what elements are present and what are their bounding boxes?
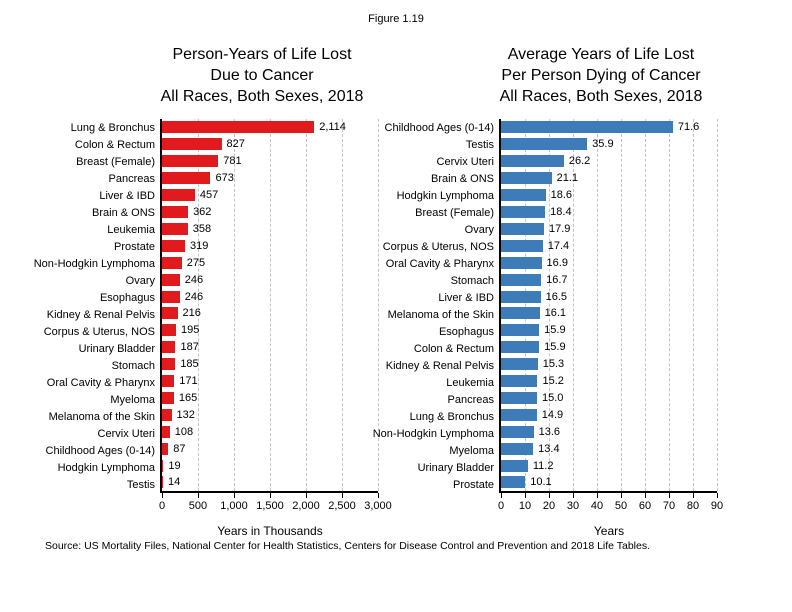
value-label: 87 bbox=[173, 442, 186, 455]
value-label: 10.1 bbox=[530, 476, 552, 489]
category-label: Oral Cavity & Pharynx bbox=[46, 376, 155, 389]
chart-title-line: All Races, Both Sexes, 2018 bbox=[499, 88, 703, 105]
category-label: Urinary Bladder bbox=[78, 342, 155, 355]
bar-row bbox=[501, 339, 717, 356]
tick-mark bbox=[501, 493, 502, 498]
tick-label: 1,000 bbox=[220, 500, 248, 512]
bar bbox=[162, 240, 185, 252]
value-label: 185 bbox=[180, 358, 199, 371]
tick-mark bbox=[198, 493, 199, 498]
bar bbox=[162, 476, 163, 488]
bar-row bbox=[162, 457, 378, 474]
tick-mark bbox=[693, 493, 694, 498]
gridline bbox=[717, 119, 718, 491]
category-label: Corpus & Uterus, NOS bbox=[382, 240, 494, 253]
bar bbox=[162, 341, 175, 353]
bar-row bbox=[162, 305, 378, 322]
bar bbox=[501, 257, 542, 269]
category-label: Stomach bbox=[450, 274, 494, 287]
category-label: Ovary bbox=[125, 274, 155, 287]
value-label: 457 bbox=[199, 189, 219, 202]
bar-row bbox=[162, 390, 378, 407]
category-label: Breast (Female) bbox=[76, 155, 155, 168]
category-axis bbox=[33, 119, 160, 493]
value-label: 673 bbox=[215, 172, 234, 185]
category-label: Testis bbox=[465, 138, 494, 151]
tick-mark bbox=[342, 493, 343, 498]
category-label: Testis bbox=[126, 478, 155, 491]
bar bbox=[162, 206, 188, 218]
bar-row bbox=[501, 457, 717, 474]
chart-title-line: Per Person Dying of Cancer bbox=[501, 67, 701, 84]
category-label: Myeloma bbox=[110, 393, 155, 406]
bar-row bbox=[501, 153, 717, 170]
category-label: Non-Hodgkin Lymphoma bbox=[33, 257, 155, 270]
tick-mark bbox=[717, 493, 718, 498]
chart-person-years-lost bbox=[33, 38, 392, 538]
category-label: Urinary Bladder bbox=[417, 461, 494, 474]
tick-mark bbox=[597, 493, 598, 498]
bar-row bbox=[162, 136, 378, 153]
tick-label: 0 bbox=[158, 500, 166, 512]
value-label: 16.1 bbox=[544, 307, 567, 320]
value-label: 781 bbox=[223, 155, 242, 168]
bar-row bbox=[501, 322, 717, 339]
bar bbox=[501, 358, 538, 370]
value-label: 21.1 bbox=[556, 172, 579, 185]
bar-row bbox=[162, 254, 378, 271]
bar-row bbox=[501, 305, 717, 322]
bar-row bbox=[501, 440, 717, 457]
value-label: 15.0 bbox=[541, 391, 564, 404]
category-label: Myeloma bbox=[449, 444, 494, 457]
category-label: Melanoma of the Skin bbox=[48, 410, 155, 423]
bar-row bbox=[162, 322, 378, 339]
bar bbox=[162, 189, 195, 201]
category-label: Esophagus bbox=[99, 291, 155, 304]
bar-row bbox=[162, 339, 378, 356]
bar-row bbox=[162, 356, 378, 373]
bars bbox=[162, 119, 378, 491]
tick-label: 90 bbox=[710, 500, 724, 512]
category-label: Cervix Uteri bbox=[436, 155, 494, 168]
category-label: Stomach bbox=[111, 359, 155, 372]
tick-mark bbox=[270, 493, 271, 498]
bar-row bbox=[162, 153, 378, 170]
bar bbox=[501, 443, 533, 455]
bar bbox=[162, 223, 188, 235]
bar bbox=[501, 189, 546, 201]
category-label: Pancreas bbox=[447, 393, 494, 406]
bar bbox=[501, 307, 540, 319]
bar-row bbox=[501, 390, 717, 407]
bar bbox=[501, 121, 673, 133]
value-label: 16.7 bbox=[546, 273, 568, 286]
category-label: Breast (Female) bbox=[415, 206, 494, 219]
category-label: Lung & Bronchus bbox=[70, 121, 155, 134]
value-label: 195 bbox=[181, 324, 200, 337]
figure-label: Figure 1.19 bbox=[368, 13, 424, 25]
category-label: Melanoma of the Skin bbox=[387, 308, 494, 321]
bar bbox=[501, 206, 545, 218]
bar-row bbox=[162, 423, 378, 440]
bar bbox=[501, 409, 537, 421]
value-label: 216 bbox=[182, 307, 201, 320]
value-label: 13.4 bbox=[538, 442, 560, 455]
bar bbox=[162, 324, 176, 336]
bar bbox=[501, 392, 537, 404]
bar-row bbox=[162, 271, 378, 288]
tick-mark bbox=[573, 493, 574, 498]
tick-mark bbox=[306, 493, 307, 498]
value-label: 319 bbox=[189, 239, 209, 252]
bar bbox=[501, 426, 534, 438]
bar bbox=[501, 291, 541, 303]
bar-row bbox=[501, 356, 717, 373]
source-note: Source: US Mortality Files, National Center for Health Statistics, Centers for Disease Control and Prevention and 2018 Life Tables. bbox=[45, 540, 651, 552]
x-axis-ticks bbox=[497, 493, 724, 512]
bar bbox=[162, 257, 182, 269]
chart-title-line: Average Years of Life Lost bbox=[507, 46, 695, 63]
tick-label: 0 bbox=[497, 500, 505, 512]
plot-area bbox=[499, 119, 717, 493]
bar bbox=[162, 291, 180, 303]
value-label: 26.2 bbox=[568, 155, 591, 168]
x-axis-title: Years in Thousands bbox=[217, 524, 323, 538]
bar-row bbox=[501, 373, 717, 390]
value-label: 13.6 bbox=[538, 425, 561, 438]
tick-mark bbox=[525, 493, 526, 498]
bar-row bbox=[162, 237, 378, 254]
value-label: 171 bbox=[179, 375, 198, 388]
category-label: Colon & Rectum bbox=[413, 342, 494, 355]
category-label: Kidney & Renal Pelvis bbox=[385, 359, 494, 372]
bar-row bbox=[501, 474, 717, 491]
category-label: Colon & Rectum bbox=[74, 138, 155, 151]
value-label: 15.9 bbox=[544, 324, 566, 337]
bar-row bbox=[162, 288, 378, 305]
value-label: 14 bbox=[168, 476, 181, 489]
category-label: Oral Cavity & Pharynx bbox=[385, 257, 494, 270]
category-label: Ovary bbox=[464, 223, 494, 236]
tick-mark bbox=[162, 493, 163, 498]
x-axis-ticks bbox=[158, 493, 392, 512]
category-label: Leukemia bbox=[107, 223, 155, 236]
bar-row bbox=[501, 423, 717, 440]
value-label: 15.9 bbox=[544, 341, 566, 354]
bar-row bbox=[501, 119, 717, 136]
bar-row bbox=[162, 373, 378, 390]
category-label: Hodgkin Lymphoma bbox=[57, 461, 155, 474]
value-label: 275 bbox=[186, 256, 206, 269]
value-label: 16.9 bbox=[546, 256, 568, 269]
category-label: Childhood Ages (0-14) bbox=[384, 121, 494, 134]
value-label: 358 bbox=[192, 222, 212, 235]
bar-row bbox=[162, 220, 378, 237]
bar bbox=[162, 392, 174, 404]
bar-row bbox=[501, 237, 717, 254]
value-label: 19 bbox=[168, 459, 181, 472]
bar-row bbox=[162, 440, 378, 457]
tick-label: 70 bbox=[662, 500, 676, 512]
chart-title bbox=[435, 44, 767, 107]
chart-title bbox=[93, 44, 431, 107]
bar-row bbox=[162, 406, 378, 423]
tick-label: 2,000 bbox=[292, 500, 320, 512]
bar bbox=[162, 307, 178, 319]
tick-label: 10 bbox=[518, 500, 532, 512]
plot-area bbox=[160, 119, 378, 493]
bar-row bbox=[162, 119, 378, 136]
value-label: 132 bbox=[176, 408, 195, 421]
category-label: Liver & IBD bbox=[99, 189, 155, 202]
tick-mark bbox=[234, 493, 235, 498]
bar bbox=[162, 460, 163, 472]
bar bbox=[501, 274, 541, 286]
bar bbox=[162, 409, 172, 421]
tick-mark bbox=[645, 493, 646, 498]
bars bbox=[501, 119, 717, 491]
bar bbox=[501, 223, 544, 235]
value-label: 362 bbox=[193, 205, 212, 218]
tick-label: 60 bbox=[638, 500, 652, 512]
tick-label: 20 bbox=[542, 500, 556, 512]
bar-row bbox=[501, 288, 717, 305]
category-label: Cervix Uteri bbox=[97, 427, 155, 440]
tick-label: 80 bbox=[686, 500, 700, 512]
bar bbox=[162, 172, 210, 184]
bar-row bbox=[162, 474, 378, 491]
chart-title-line: All Races, Both Sexes, 2018 bbox=[160, 88, 364, 105]
category-label: Pancreas bbox=[108, 172, 155, 185]
bar bbox=[501, 460, 528, 472]
bar bbox=[162, 375, 174, 387]
value-label: 2,114 bbox=[319, 121, 346, 134]
bar bbox=[162, 121, 314, 133]
value-label: 15.3 bbox=[542, 358, 565, 371]
tick-label: 40 bbox=[590, 500, 604, 512]
x-axis-title: Years bbox=[593, 524, 625, 538]
category-label: Childhood Ages (0-14) bbox=[45, 444, 155, 457]
bar bbox=[162, 274, 180, 286]
category-label: Leukemia bbox=[446, 376, 494, 389]
tick-label: 50 bbox=[614, 500, 628, 512]
chart-title-line: Due to Cancer bbox=[210, 67, 314, 84]
bar bbox=[162, 138, 222, 150]
category-label: Esophagus bbox=[438, 325, 494, 338]
bar-row bbox=[501, 136, 717, 153]
bar-row bbox=[501, 254, 717, 271]
bar-row bbox=[162, 204, 378, 221]
bar bbox=[501, 172, 552, 184]
value-label: 71.6 bbox=[677, 121, 700, 134]
value-label: 246 bbox=[184, 273, 204, 286]
tick-mark bbox=[669, 493, 670, 498]
bar bbox=[501, 155, 564, 167]
bar-row bbox=[162, 170, 378, 187]
tick-label: 500 bbox=[188, 500, 208, 512]
category-label: Non-Hodgkin Lymphoma bbox=[372, 427, 494, 440]
value-label: 14.9 bbox=[541, 408, 564, 421]
tick-label: 30 bbox=[566, 500, 580, 512]
plot-body bbox=[33, 119, 378, 493]
value-label: 17.4 bbox=[547, 239, 570, 252]
bar bbox=[162, 443, 168, 455]
category-label: Prostate bbox=[114, 240, 155, 253]
category-label: Brain & ONS bbox=[431, 172, 494, 185]
bar-row bbox=[501, 204, 717, 221]
value-label: 15.2 bbox=[542, 375, 564, 388]
value-label: 246 bbox=[184, 290, 204, 303]
bar bbox=[501, 341, 539, 353]
bar bbox=[501, 375, 537, 387]
tick-mark bbox=[621, 493, 622, 498]
bar bbox=[162, 358, 175, 370]
tick-mark bbox=[549, 493, 550, 498]
tick-label: 3,000 bbox=[364, 500, 392, 512]
value-label: 18.4 bbox=[550, 205, 572, 218]
tick-label: 1,500 bbox=[256, 500, 284, 512]
category-label: Corpus & Uterus, NOS bbox=[43, 325, 155, 338]
category-label: Hodgkin Lymphoma bbox=[396, 189, 494, 202]
plot-body bbox=[372, 119, 717, 493]
tick-mark bbox=[378, 493, 379, 498]
value-label: 187 bbox=[180, 341, 199, 354]
value-label: 16.5 bbox=[545, 290, 568, 303]
category-axis bbox=[372, 119, 499, 493]
category-label: Kidney & Renal Pelvis bbox=[46, 308, 155, 321]
category-label: Lung & Bronchus bbox=[409, 410, 494, 423]
value-label: 165 bbox=[178, 391, 198, 404]
category-label: Brain & ONS bbox=[92, 206, 155, 219]
value-label: 11.2 bbox=[532, 459, 554, 472]
value-label: 18.6 bbox=[550, 189, 573, 202]
bar bbox=[501, 324, 539, 336]
bar-row bbox=[501, 170, 717, 187]
tick-label: 2,500 bbox=[328, 500, 356, 512]
chart-title-line: Person-Years of Life Lost bbox=[172, 46, 352, 63]
category-label: Prostate bbox=[453, 478, 494, 491]
bar bbox=[501, 138, 587, 150]
value-label: 17.9 bbox=[548, 222, 571, 235]
bar bbox=[501, 240, 543, 252]
bar bbox=[162, 155, 218, 167]
value-label: 827 bbox=[226, 138, 245, 151]
category-label: Liver & IBD bbox=[438, 291, 494, 304]
value-label: 108 bbox=[174, 425, 194, 438]
bar-row bbox=[501, 271, 717, 288]
bar bbox=[162, 426, 170, 438]
bar-row bbox=[501, 406, 717, 423]
bar bbox=[501, 476, 525, 488]
bar-row bbox=[162, 187, 378, 204]
bar-row bbox=[501, 187, 717, 204]
value-label: 35.9 bbox=[592, 138, 614, 151]
bar-row bbox=[501, 220, 717, 237]
